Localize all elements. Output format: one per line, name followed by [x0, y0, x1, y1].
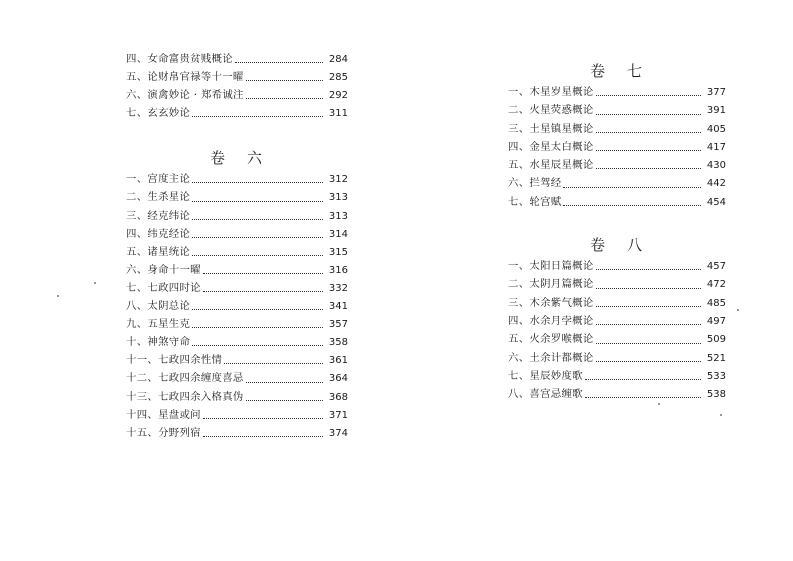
- toc-entry-page-number: 430: [706, 160, 726, 172]
- section-heading-vol8: [508, 233, 726, 257]
- toc-entry-title: 六、身命十一曜: [126, 263, 201, 276]
- toc-entry-title: 四、女命富贵贫贱概论: [126, 53, 233, 65]
- dot-leader: [192, 308, 323, 310]
- toc-entry: [126, 333, 348, 351]
- dot-leader: [596, 131, 701, 133]
- toc-entry: [508, 156, 726, 174]
- dot-leader: [203, 290, 323, 292]
- toc-entry: [508, 294, 726, 312]
- toc-entry-title: 五、诸星统论: [126, 245, 191, 258]
- dot-leader: [203, 272, 323, 274]
- toc-entry: [126, 261, 348, 279]
- toc-entry-page-number: 314: [328, 228, 348, 240]
- toc-entry-page-number: 371: [328, 409, 348, 421]
- toc-entry: [126, 86, 348, 104]
- dot-leader: [192, 236, 323, 238]
- heading-num-char: 七: [627, 62, 645, 80]
- toc-entry: [126, 315, 348, 333]
- dot-leader: [585, 378, 701, 380]
- toc-entry: [508, 330, 726, 348]
- toc-entry-title: 十四、星盘或问: [126, 408, 201, 421]
- toc-entry-page-number: 538: [706, 389, 726, 401]
- toc-entry-page-number: 284: [328, 54, 348, 65]
- toc-entry-page-number: 316: [328, 264, 348, 276]
- vol8-entry-list: [508, 257, 726, 403]
- dot-leader: [596, 342, 701, 344]
- toc-entry: [126, 369, 348, 387]
- dot-leader: [563, 204, 701, 206]
- toc-entry-title: 五、水星辰星概论: [508, 159, 594, 172]
- toc-entry-title: 十二、七政四余缠度喜忌: [126, 372, 244, 385]
- toc-entry-page-number: 377: [706, 87, 726, 98]
- toc-entry-page-number: 315: [328, 246, 348, 258]
- dot-leader: [192, 254, 323, 256]
- dot-leader: [203, 417, 323, 419]
- toc-entry: [508, 349, 726, 367]
- toc-entry: [508, 193, 726, 211]
- toc-entry: [126, 104, 348, 122]
- toc-entry: [508, 120, 726, 138]
- dot-leader: [246, 381, 323, 383]
- toc-entry: [508, 101, 726, 119]
- dot-leader: [192, 218, 323, 220]
- dot-leader: [596, 323, 701, 325]
- toc-entry-title: 十五、分野列宿: [126, 426, 201, 439]
- toc-entry: [508, 312, 726, 330]
- dot-leader: [192, 115, 323, 117]
- toc-entry: [126, 406, 348, 424]
- toc-entry-page-number: 364: [328, 373, 348, 385]
- toc-entry-page-number: 313: [328, 192, 348, 204]
- heading-vol-char: 卷: [209, 149, 227, 168]
- dot-leader: [203, 435, 323, 437]
- heading-vol-char: 卷: [589, 236, 607, 255]
- toc-entry-title: 八、太阴总论: [126, 300, 191, 313]
- toc-entry: [508, 275, 726, 293]
- toc-entry: [508, 138, 726, 156]
- toc-entry-page-number: 374: [328, 427, 348, 439]
- vol7-entry-list: [508, 83, 726, 211]
- toc-entry-page-number: 521: [706, 352, 726, 364]
- toc-entry-title: 二、太阴月篇概论: [508, 278, 594, 291]
- toc-entry: [126, 243, 348, 261]
- toc-entry-page-number: 485: [706, 297, 726, 309]
- toc-entry: [126, 225, 348, 243]
- toc-entry: [126, 50, 348, 68]
- toc-entry-title: 六、拦驾经: [508, 177, 562, 190]
- dot-leader: [246, 399, 323, 401]
- toc-entry: [508, 83, 726, 101]
- toc-entry-title: 七、玄玄妙论: [126, 107, 191, 120]
- toc-entry-page-number: 357: [328, 319, 348, 331]
- toc-entry-page-number: 454: [706, 196, 726, 208]
- toc-entry-page-number: 472: [706, 279, 726, 291]
- toc-entry-page-number: 442: [706, 178, 726, 190]
- toc-entry-title: 三、木余紫气概论: [508, 296, 594, 309]
- scan-speck: [737, 309, 739, 311]
- right-page-toc: [508, 59, 726, 403]
- vol6-entry-list: [126, 170, 348, 441]
- toc-entry-page-number: 417: [706, 141, 726, 153]
- toc-entry-page-number: 332: [328, 282, 348, 294]
- dot-leader: [246, 97, 323, 99]
- toc-entry-page-number: 405: [706, 123, 726, 135]
- toc-entry-page-number: 313: [328, 210, 348, 222]
- toc-entry-page-number: 368: [328, 391, 348, 403]
- heading-num-char: 八: [627, 236, 645, 255]
- dot-leader: [235, 61, 323, 63]
- toc-entry-page-number: 391: [706, 105, 726, 117]
- section-heading-vol7: [508, 59, 726, 83]
- toc-entry: [508, 174, 726, 192]
- section-heading-vol6: [126, 146, 348, 170]
- toc-entry-page-number: 497: [706, 315, 726, 327]
- left-continued-list: [126, 50, 348, 122]
- toc-entry: [126, 279, 348, 297]
- toc-entry: [126, 388, 348, 406]
- toc-entry-title: 一、宫度主论: [126, 173, 191, 186]
- dot-leader: [596, 94, 701, 96]
- toc-entry: [126, 68, 348, 86]
- dot-leader: [192, 344, 323, 346]
- toc-entry: [126, 170, 348, 188]
- toc-entry-page-number: 361: [328, 355, 348, 367]
- toc-entry-title: 一、木星岁星概论: [508, 86, 594, 98]
- toc-entry-title: 二、火星荧惑概论: [508, 104, 594, 117]
- toc-entry: [508, 367, 726, 385]
- dot-leader: [596, 167, 701, 169]
- toc-entry-title: 五、火余罗喉概论: [508, 333, 594, 346]
- dot-leader: [596, 287, 701, 289]
- scan-speck: [720, 414, 722, 416]
- toc-entry: [126, 188, 348, 206]
- toc-entry-title: 四、纬克经论: [126, 227, 191, 240]
- toc-entry-title: 六、演禽妙论 · 郑希诚注: [126, 89, 244, 102]
- dot-leader: [224, 362, 323, 364]
- toc-entry-page-number: 358: [328, 337, 348, 349]
- scan-speck: [94, 282, 96, 284]
- scan-speck: [57, 295, 59, 297]
- dot-leader: [246, 79, 323, 81]
- toc-entry: [508, 385, 726, 403]
- toc-entry-title: 十三、七政四余入格真伪: [126, 390, 244, 403]
- toc-entry-title: 八、喜宫忌缠歌: [508, 388, 583, 401]
- toc-entry-title: 六、土余计都概论: [508, 351, 594, 364]
- heading-vol-char: 卷: [589, 62, 607, 80]
- dot-leader: [585, 396, 701, 398]
- toc-entry-page-number: 311: [328, 108, 348, 120]
- toc-entry-title: 九、五星生克: [126, 318, 191, 331]
- toc-entry-page-number: 312: [328, 174, 348, 186]
- toc-entry-page-number: 457: [706, 261, 726, 273]
- toc-entry: [508, 257, 726, 275]
- dot-leader: [596, 305, 701, 307]
- dot-leader: [596, 113, 701, 115]
- toc-entry-title: 三、土星镇星概论: [508, 122, 594, 135]
- toc-entry: [126, 207, 348, 225]
- toc-entry-title: 七、七政四时论: [126, 281, 201, 294]
- heading-num-char: 六: [247, 149, 265, 168]
- dot-leader: [192, 181, 323, 183]
- dot-leader: [192, 200, 323, 202]
- toc-entry-title: 四、水余月孛概论: [508, 314, 594, 327]
- toc-entry-title: 十一、七政四余性情: [126, 354, 223, 367]
- toc-entry: [126, 297, 348, 315]
- toc-entry-title: 五、论财帛官禄等十一曜: [126, 71, 244, 84]
- dot-leader: [596, 268, 701, 270]
- dot-leader: [596, 360, 701, 362]
- toc-entry-title: 三、经克纬论: [126, 209, 191, 222]
- toc-entry-page-number: 292: [328, 90, 348, 102]
- toc-entry-page-number: 341: [328, 301, 348, 313]
- toc-entry-title: 七、轮宫赋: [508, 195, 562, 208]
- dot-leader: [563, 186, 701, 188]
- dot-leader: [192, 326, 323, 328]
- toc-entry-title: 七、星辰妙度歌: [508, 369, 583, 382]
- toc-entry: [126, 424, 348, 442]
- scan-speck: [658, 403, 660, 405]
- toc-entry-page-number: 509: [706, 334, 726, 346]
- toc-entry-title: 二、生杀星论: [126, 191, 191, 204]
- left-page-toc: [126, 50, 348, 442]
- toc-entry-title: 四、金星太白概论: [508, 140, 594, 153]
- toc-entry-title: 十、神煞守命: [126, 336, 191, 349]
- dot-leader: [596, 149, 701, 151]
- toc-entry-title: 一、太阳日篇概论: [508, 260, 594, 273]
- toc-entry-page-number: 533: [706, 370, 726, 382]
- toc-entry-page-number: 285: [328, 72, 348, 84]
- toc-entry: [126, 351, 348, 369]
